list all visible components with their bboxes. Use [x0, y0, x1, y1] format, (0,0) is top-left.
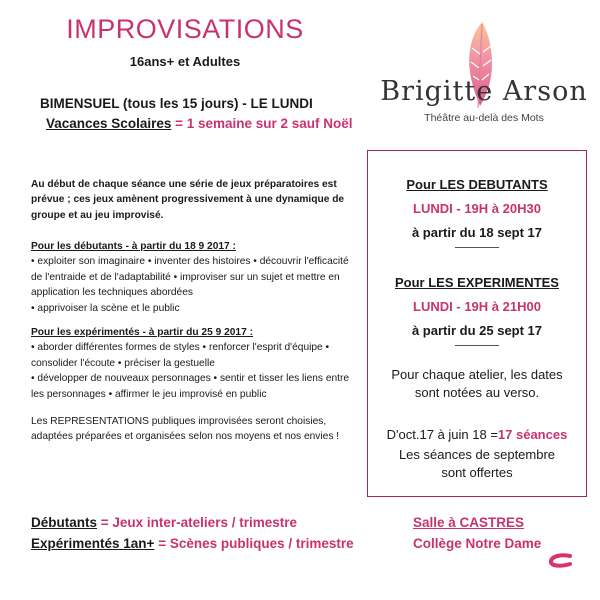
schedule-box: [367, 150, 587, 497]
footer-debutants-label: Débutants: [31, 515, 98, 530]
box-debutants-start: à partir du 18 sept 17: [411, 225, 543, 240]
schedule-main: BIMENSUEL (tous les 15 jours) - LE LUNDI: [40, 96, 313, 111]
intro-text: Au début de chaque séance une série de jeux préparatoires est prévue ; ces jeux amènent progressivement à une dynamique de groupe et au jeu improvisé.: [31, 179, 345, 221]
season-count: 17 séances: [497, 427, 568, 442]
representations-text: Les REPRESENTATIONS publiques improvisées seront choisies, adaptées préparées et organisées selon nos moyens et nos envies !: [31, 416, 340, 443]
list-item: • développer de nouveaux personnages • sentir et tisser les liens entre les personnages • affirmer le jeu improvisé en public: [31, 373, 350, 400]
logo-name: Brigitte Arson: [380, 76, 588, 107]
holidays-line: [46, 116, 353, 131]
brush-stroke-icon: [548, 552, 574, 570]
holidays-label: Vacances Scolaires: [46, 116, 172, 131]
brand-logo: [374, 18, 594, 138]
box-dates-line2: sont notées au verso.: [414, 385, 540, 400]
list-item: • aborder différentes formes de styles • renforcer l'esprit d'équipe • consolider l'écoute • préciser la gestuelle: [31, 342, 330, 369]
holidays-value: = 1 semaine sur 2 sauf Noël: [171, 116, 353, 131]
box-sept-line1: Les séances de septembre: [398, 447, 556, 462]
box-season-line: [368, 427, 586, 442]
audience-subtitle: 16ans+ et Adultes: [129, 54, 241, 69]
box-experimentes-time: LUNDI - 19H à 21H00: [413, 299, 541, 314]
box-sept-line2: sont offertes: [441, 465, 513, 480]
list-item: • apprivoiser la scène et le public: [31, 302, 180, 314]
footer-experimentes-value: = Scènes publiques / trimestre: [154, 536, 354, 551]
footer-experimentes: [31, 536, 354, 551]
list-item: • exploiter son imaginaire • inventer des histoires • découvrir l'efficacité de l'entraide et de l'adaptabilité • improviser sur un sujet et mettre en application les techniques abordées: [31, 256, 349, 299]
experimentes-heading: Pour les expérimentés - à partir du 25 9 2017 :: [31, 327, 253, 338]
box-dates-line1: Pour chaque atelier, les dates: [391, 367, 563, 382]
divider: [455, 345, 499, 346]
debutants-heading: Pour les débutants - à partir du 18 9 2017 :: [31, 241, 236, 252]
venue-line2: Collège Notre Dame: [413, 536, 542, 551]
footer-debutants-value: = Jeux inter-ateliers / trimestre: [97, 515, 297, 530]
logo-tagline: Théâtre au-delà des Mots: [424, 112, 544, 124]
footer-debutants: [31, 515, 297, 530]
debutants-section: [31, 239, 356, 316]
experimentes-section: [31, 325, 356, 402]
box-experimentes-start: à partir du 25 sept 17: [411, 323, 543, 338]
venue-line1: Salle à CASTRES: [413, 515, 525, 530]
page-title: IMPROVISATIONS: [66, 14, 304, 44]
divider: [455, 247, 499, 248]
footer-experimentes-label: Expérimentés 1an+: [31, 536, 155, 551]
season-prefix: D'oct.17 à juin 18 =: [386, 427, 498, 442]
box-debutants-time: LUNDI - 19H à 20H30: [413, 201, 541, 216]
box-experimentes-heading: Pour LES EXPERIMENTES: [395, 275, 559, 290]
box-debutants-heading: Pour LES DEBUTANTS: [406, 177, 548, 192]
